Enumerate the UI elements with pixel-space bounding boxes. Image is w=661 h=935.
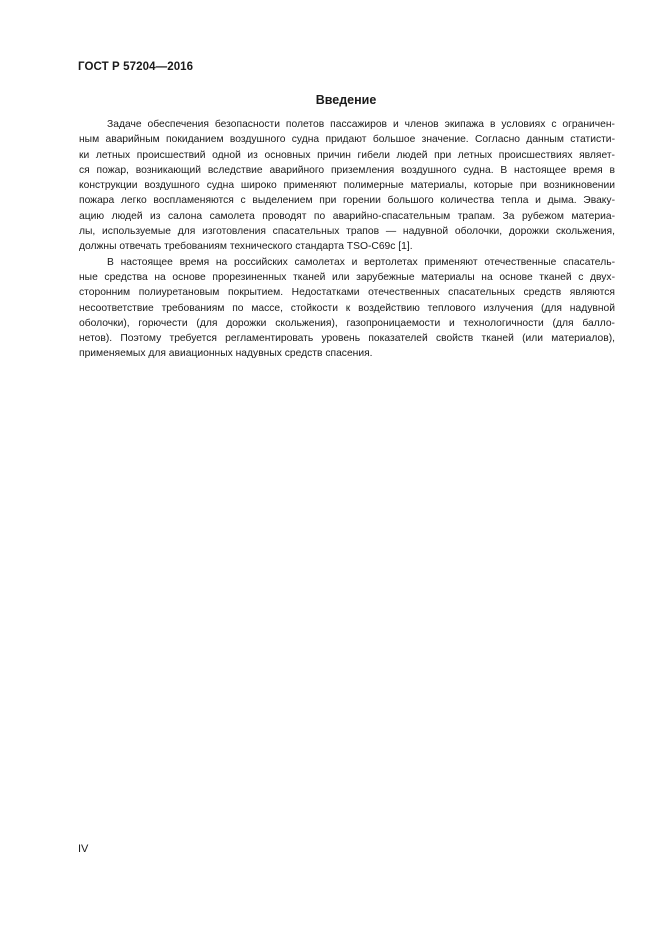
text-line: сторонним полиуретановым покрытием. Недостатками отечественных спасательных средств являются (79, 287, 615, 299)
text-line: применяемых для авиационных надувных средств спасения. (79, 348, 373, 360)
page-number: IV (78, 843, 89, 855)
text-line: конструкции воздушного судна широко применяют полимерные материалы, которые при возникновении (79, 180, 615, 192)
text-line: нетов). Поэтому требуется регламентировать уровень показателей свойств тканей (или материалов), (79, 333, 615, 345)
text-line: ные средства на основе прорезиненных тканей или зарубежные материалы на основе тканей с двух- (79, 271, 615, 283)
text-line: ацию людей из салона самолета проводят по аварийно-спасательным трапам. За рубежом материа- (79, 210, 615, 222)
text-line: должны отвечать требованиям технического стандарта TSO-C69c [1]. (79, 241, 413, 253)
document-standard-id: ГОСТ Р 57204—2016 (78, 61, 194, 73)
text-line: оболочки), горючести (для дорожки скольжения), газопроницаемости и технологичности (для балло- (79, 317, 615, 329)
paragraph-2 (79, 255, 615, 362)
text-line: ки летных происшествий одной из основных причин гибели людей при летных происшествиях являет- (79, 149, 615, 161)
text-line: пожара легко воспламеняются с выделением при горении большого количества тепла и дыма. Эваку- (79, 195, 615, 207)
text-line: Задаче обеспечения безопасности полетов пассажиров и членов экипажа в условиях с ограничен- (107, 119, 615, 130)
text-line: ным аварийным покиданием воздушного судна придают большое значение. Согласно данным статисти- (79, 134, 615, 146)
text-line: несоответствие требованиям по массе, стойкости к воздействию теплового излучения (для надувной (79, 302, 615, 314)
text-line: В настоящее время на российских самолетах и вертолетах применяют отечественные спасатель- (107, 256, 615, 268)
text-line: ся пожар, возникающий вследствие аварийного приземления воздушного судна. В настоящее время в (79, 164, 615, 176)
paragraph-1 (79, 117, 615, 255)
text-line: лы, используемые для изготовления спасательных трапов — надувной оболочки, дорожки скольжения, (79, 226, 615, 238)
section-title: Введение (315, 93, 377, 107)
body-text (79, 117, 615, 362)
